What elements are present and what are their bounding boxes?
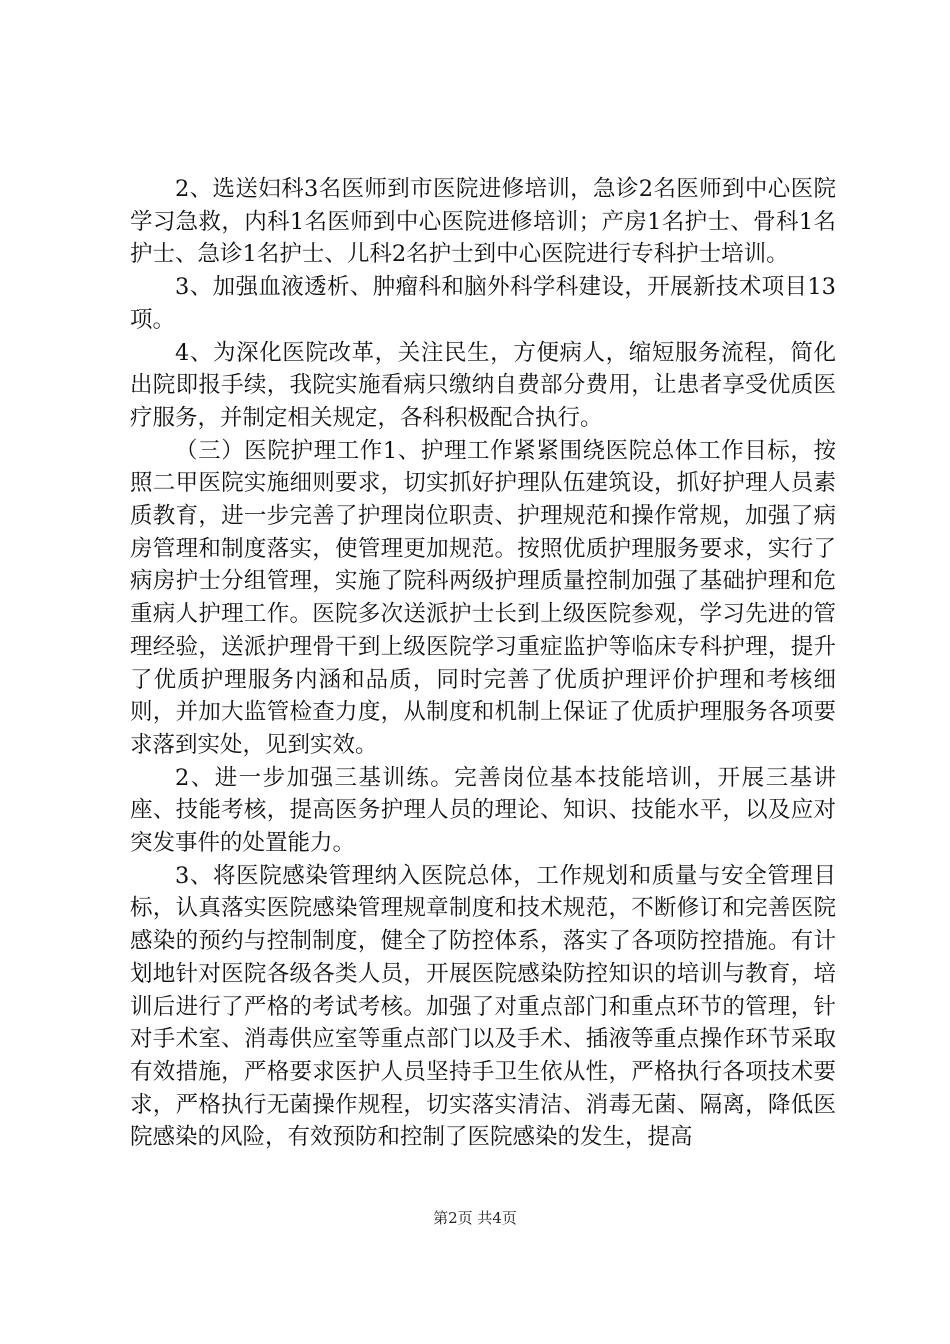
paragraph-infection-control: 3、将医院感染管理纳入医院总体，工作规划和质量与安全管理目标，认真落实医院感染管理规章制度和技术规范，不断修订和完善医院感染的预约与控制制度，健全了防控体系，落实了各项防控措施。有计划地针对医院各级各类人员，开展医院感染防控知识的培训与教育，培训后进行了严格的考试考核。加强了对重点部门和重点环节的管理，针对手术室、消毒供应室等重点部门以及手术、插液等重点操作环节采取有效措施，严格要求医护人员坚持手卫生依从性，严格执行各项技术要求，严格执行无菌操作规程，切实落实清洁、消毒无菌、隔离，降低医院感染的风险，有效预防和控制了医院感染的发生，提高: [130, 862, 836, 1151]
paragraph-hospital-reform: 4、为深化医院改革，关注民生，方便病人，缩短服务流程，简化出院即报手续，我院实施看病只缴纳自费部分费用，让患者享受优质医疗服务，并制定相关规定，各科积极配合执行。: [130, 339, 836, 431]
paragraph-training: 2、选送妇科3名医师到市医院进修培训，急诊2名医师到中心医院学习急救，内科1名医师到中心医院进修培训；产房1名护士、骨科1名护士、急诊1名护士、儿科2名护士到中心医院进行专科护士培训。: [130, 176, 836, 268]
document-body: [130, 173, 836, 1154]
paragraph-three-basics: 2、进一步加强三基训练。完善岗位基本技能培训，开展三基讲座、技能考核，提高医务护理人员的理论、知识、技能水平，以及应对突发事件的处置能力。: [130, 764, 836, 857]
page-number-footer: 第2页 共4页: [433, 1209, 517, 1227]
paragraph-nursing-work: （三）医院护理工作1、护理工作紧紧围绕医院总体工作目标，按照二甲医院实施细则要求，切实抓好护理队伍建筑设，抓好护理人员素质教育，进一步完善了护理岗位职责、护理规范和操作常规，加强了病房管理和制度落实，使管理更加规范。按照优质护理服务要求，实行了病房护士分组管理，实施了院科两级护理质量控制加强了基础护理和危重病人护理工作。医院多次送派护士长到上级医院参观，学习先进的管理经验，送派护理骨干到上级医院学习重症监护等临床专科护理，提升了优质护理服务内涵和品质，同时完善了优质护理评价护理和考核细则，并加大监管检查力度，从制度和机制上保证了优质护理服务各项要求落到实处，见到实效。: [130, 437, 836, 758]
paragraph-discipline-building: 3、加强血液透析、肿瘤科和脑外科学科建设，开展新技术项目13项。: [130, 274, 836, 333]
